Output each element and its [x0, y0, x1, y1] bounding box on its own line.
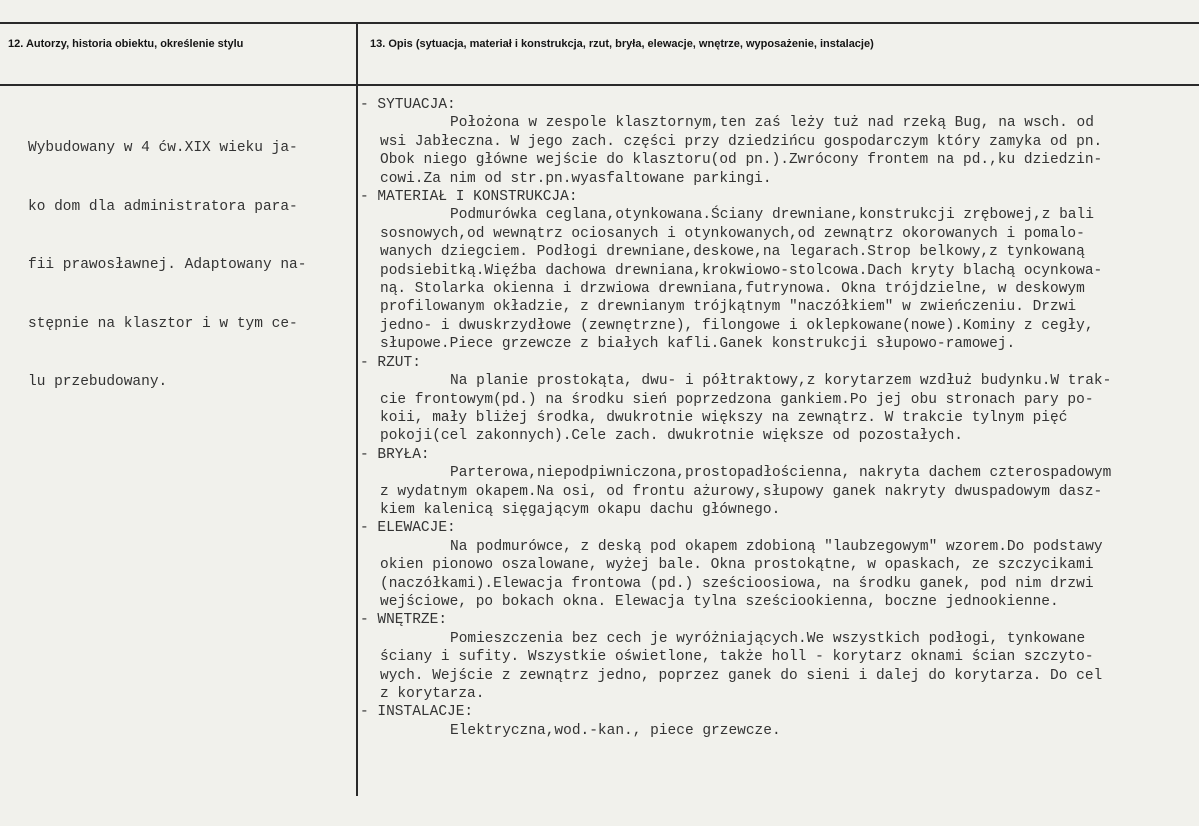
- section-line: z wydatnym okapem.Na osi, od frontu ażurowy,słupowy ganek nakryty dwuspadowym dasz-: [380, 483, 1103, 500]
- section-heading: - BRYŁA:: [360, 446, 430, 463]
- section-material: [360, 188, 1195, 354]
- section-line: koii, mały bliżej środka, dwukrotnie większy na zewnątrz. W trakcie tylnym pięć: [380, 409, 1068, 426]
- section-heading: - SYTUACJA:: [360, 97, 456, 113]
- section-line: Położona w zespole klasztornym,ten zaś leży tuż nad rzeką Bug, na wsch. od: [450, 115, 1094, 132]
- section-line: podsiebitką.Więźba dachowa drewniana,krokwiowo-stolcowa.Dach kryty blachą ocynkowa-: [380, 262, 1103, 279]
- section-heading: - ELEWACJE:: [360, 520, 456, 537]
- top-rule: [0, 22, 1199, 24]
- section-line: kiem kalenicą sięgającym okapu dachu głównego.: [380, 501, 781, 518]
- section-line: cowi.Za nim od str.pn.wyasfaltowane parkingi.: [380, 170, 772, 187]
- section-heading: - MATERIAŁ I KONSTRUKCJA:: [360, 189, 578, 206]
- section-line: okien pionowo oszalowane, wyżej bale. Okna prostokątne, w opaskach, ze szczycikami: [380, 557, 1094, 574]
- section-line: sosnowych,od wewnątrz ociosanych i otynkowanych,od zewnątrz okorowanych i pomalo-: [380, 225, 1085, 242]
- section-line: wejściowe, po bokach okna. Elewacja tylna sześciookienna, boczne jednookienne.: [380, 593, 1059, 610]
- history-line: ko dom dla administratora para-: [28, 198, 298, 215]
- section-line: (naczółkami).Elewacja frontowa (pd.) sześcioosiowa, na środku ganek, pod nim drzwi: [380, 575, 1094, 592]
- section-line: Obok niego główne wejście do klasztoru(od pn.).Zwrócony frontem na pd.,ku dziedzin-: [380, 152, 1103, 169]
- section-wnetrze: [360, 611, 1195, 703]
- section-rzut: [360, 354, 1195, 446]
- section-line: Podmurówka ceglana,otynkowana.Ściany drewniane,konstrukcji zrębowej,z bali: [450, 207, 1094, 224]
- section-line: wanych dziegciem. Podłogi drewniane,deskowe,na legarach.Strop belkowy,z tynkowaną: [380, 244, 1085, 261]
- section-instalacje: [360, 703, 1195, 740]
- history-line: stępnie na klasztor i w tym ce-: [28, 315, 298, 332]
- section-bryla: [360, 446, 1195, 520]
- section-line: wsi Jabłeczna. W jego zach. części przy dziedzińcu gospodarczym który zamyka od pn.: [380, 133, 1103, 150]
- section-line: ną. Stolarka okienna i drzwiowa drewniana,futrynowa. Okna trójdzielne, w deskowym: [380, 281, 1085, 298]
- section-line: pokoji(cel zakonnych).Cele zach. dwukrotnie większe od pozostałych.: [380, 428, 963, 445]
- section-line: z korytarza.: [380, 686, 485, 702]
- history-line: Wybudowany w 4 ćw.XIX wieku ja-: [28, 140, 298, 156]
- header-underline: [0, 84, 1199, 86]
- section-line: wych. Wejście z zewnątrz jedno, poprzez ganek do sieni i dalej do korytarza. Do cel: [380, 667, 1103, 684]
- section-elewacje: [360, 519, 1195, 611]
- section-line: cie frontowym(pd.) na środku sień poprzedzona gankiem.Po jej obu stronach pary po-: [380, 391, 1094, 408]
- section-12-title: 12. Autorzy, historia obiektu, określenie stylu: [8, 38, 244, 50]
- section-line: Na podmurówce, z deską pod okapem zdobioną "laubzegowym" wzorem.Do podstawy: [450, 538, 1103, 555]
- section-line: Parterowa,niepodpiwniczona,prostopadłościenna, nakryta dachem czterospadowym: [450, 465, 1112, 482]
- history-line: lu przebudowany.: [28, 374, 168, 390]
- section-line: profilowanym okładzie, z drewnianym trójkątnym "naczółkiem" w zwieńczeniu. Drzwi: [380, 299, 1077, 316]
- section-heading: - RZUT:: [360, 354, 421, 371]
- section-line: jedno- i dwuskrzydłowe (zewnętrzne), filongowe i oklepkowane(nowe).Kominy z cegły,: [380, 317, 1094, 334]
- history-text: [28, 100, 348, 432]
- section-13-title: 13. Opis (sytuacja, materiał i konstrukcja, rzut, bryła, elewacje, wnętrze, wyposażenie, instalacje): [370, 38, 874, 50]
- section-line: ściany i sufity. Wszystkie oświetlone, także holl - korytarz oknami ścian szczyto-: [380, 649, 1094, 666]
- description-text: [360, 96, 1195, 740]
- section-line: Pomieszczenia bez cech je wyróżniających.We wszystkich podłogi, tynkowane: [450, 630, 1086, 647]
- history-line: fii prawosławnej. Adaptowany na-: [28, 257, 307, 273]
- section-heading: - WNĘTRZE:: [360, 612, 448, 629]
- section-line: słupowe.Piece grzewcze z białych kafli.Ganek konstrukcji słupowo-ramowej.: [380, 336, 1016, 353]
- section-line: Na planie prostokąta, dwu- i półtraktowy,z korytarzem wzdłuż budynku.W trak-: [450, 373, 1112, 390]
- section-line: Elektryczna,wod.-kan., piece grzewcze.: [450, 722, 781, 739]
- section-sytuacja: [360, 96, 1195, 188]
- column-divider: [356, 22, 358, 796]
- section-heading: - INSTALACJE:: [360, 704, 474, 721]
